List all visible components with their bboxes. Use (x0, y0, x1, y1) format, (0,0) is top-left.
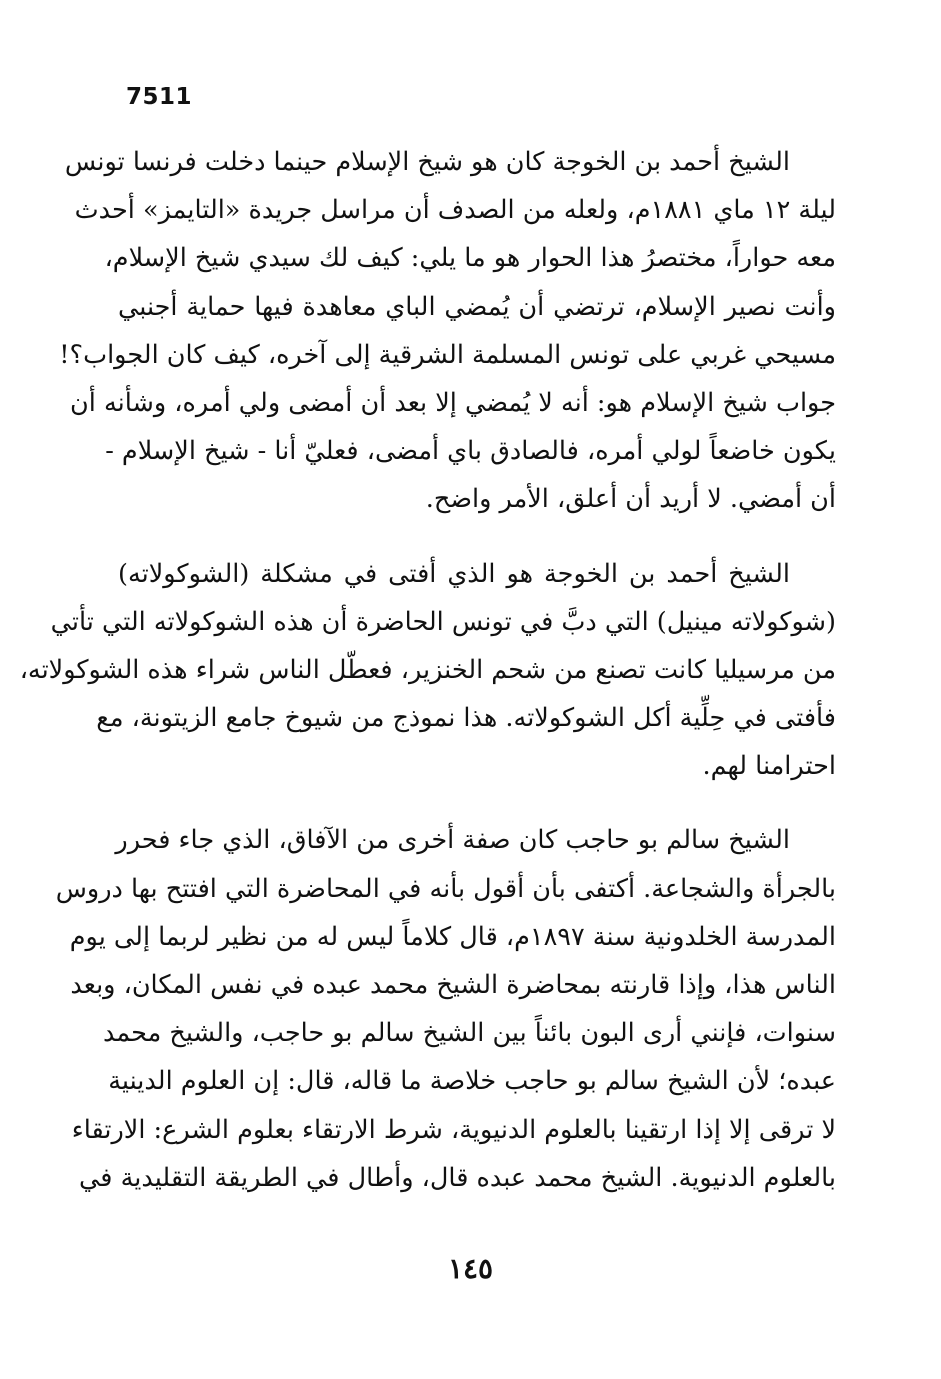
paragraph-line: (شوكولاته مينيل) التي دبَّ في تونس الحاضرة أن هذه الشوكولاته التي تأتي (50, 606, 836, 637)
paragraph-line: الشيخ أحمد بن الخوجة هو الذي أفتى في مشكلة (الشوكولاته) (118, 558, 790, 589)
paragraph-line: الناس هذا، وإذا قارنته بمحاضرة الشيخ محمد عبده في نفس المكان، وبعد (70, 970, 836, 1000)
paragraph-last-line: احترامنا لهم. (702, 751, 836, 782)
paragraph-line: بالجرأة والشجاعة. أكتفى بأن أقول بأنه في المحاضرة التي افتتح بها دروس (55, 873, 836, 904)
paragraph-line: بالعلوم الدنيوية. الشيخ محمد عبده قال، وأطال في الطريقة التقليدية في (79, 1162, 836, 1193)
paragraph-spacer (118, 524, 836, 550)
paragraph-line: سنوات، فإنني أرى البون بائناً بين الشيخ سالم بو حاجب، والشيخ محمد (103, 1018, 836, 1049)
paragraph-line: لا ترقى إلا إذا ارتقينا بالعلوم الدنيوية، شرط الارتقاء بعلوم الشرع: الارتقاء (71, 1114, 836, 1145)
paragraph-line: الشيخ أحمد بن الخوجة كان هو شيخ الإسلام حينما دخلت فرنسا تونس (64, 147, 790, 177)
paragraph-line: مسيحي غربي على تونس المسلمة الشرقية إلى آخره، كيف كان الجواب؟! (59, 339, 836, 370)
paragraph-line: الشيخ سالم بو حاجب كان صفة أخرى من الآفاق، الذي جاء فحرر (115, 825, 790, 856)
paragraph-line: عبده؛ لأن الشيخ سالم بو حاجب خلاصة ما قاله، قال: إن العلوم الدينية (108, 1066, 836, 1097)
paragraph-line: يكون خاضعاً لولي أمره، فالصادق باي أمضى، فعليّ أنا - شيخ الإسلام - (105, 436, 836, 467)
paragraph-line: معه حواراً، مختصرُ هذا الحوار هو ما يلي: كيف لك سيدي شيخ الإسلام، (104, 243, 836, 274)
paragraph-line: المدرسة الخلدونية سنة ١٨٩٧م، قال كلاماً ليس له من نظير لربما إلى يوم (69, 921, 836, 952)
top-page-number: 7511 (126, 84, 193, 110)
paragraph-line: فأفتى في حِلِّية أكل الشوكولاته. هذا نموذج من شيوخ جامع الزيتونة، مع (96, 703, 836, 734)
paragraph-last-line: أن أمضي. لا أريد أن أعلق، الأمر واضح. (425, 484, 836, 515)
bottom-page-number: ١٤٥ (447, 1252, 494, 1285)
paragraph-line: ليلة ١٢ ماي ١٨٨١م، ولعله من الصدف أن مراسل جريدة «التايمز» أحدث (74, 195, 836, 226)
paragraph-line: من مرسيليا كانت تصنع من شحم الخنزير، فعطّل الناس شراء هذه الشوكولاته، (19, 654, 836, 685)
paragraph-spacer (118, 790, 836, 816)
paragraph-line: جواب شيخ الإسلام هو: أنه لا يُمضي إلا بعد أن أمضى ولي أمره، وشأنه أن (70, 387, 836, 418)
page-body-text (19, 138, 836, 1202)
paragraph-line: وأنت نصير الإسلام، ترتضي أن يُمضي الباي معاهدة فيها حماية أجنبي (118, 291, 836, 322)
